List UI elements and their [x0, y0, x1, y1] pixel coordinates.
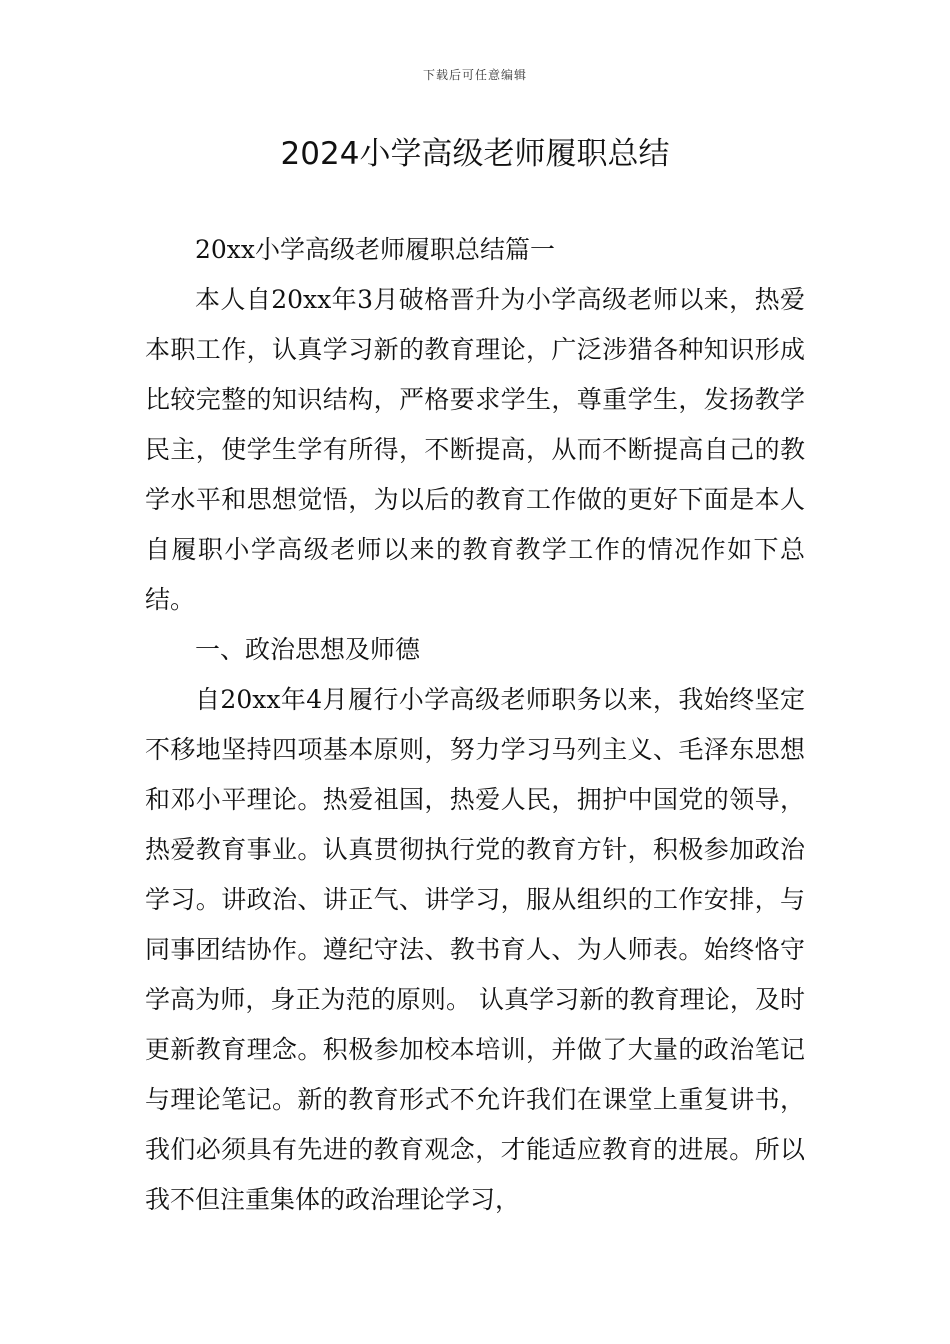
header-note: 下载后可任意编辑: [422, 68, 527, 82]
document-title: 2024小学高级老师履职总结: [280, 136, 670, 172]
intro-paragraph: 本人自20xx年3月破格晋升为小学高级老师以来，热爱本职工作，认真学习新的教育理论，广泛涉猎各种知识形成比较完整的知识结构，严格要求学生，尊重学生，发扬教学民主，使学生学有所得，不断提高，从而不断提高自己的教学水平和思想觉悟，为以后的教育工作做的更好下面是本人自履职小学高级老师以来的教育教学工作的情况作如下总结。: [145, 285, 805, 614]
document-body: [145, 225, 805, 1225]
section-heading-article: 20xx小学高级老师履职总结篇一: [195, 235, 556, 264]
politics-paragraph: 自20xx年4月履行小学高级老师职务以来，我始终坚定不移地坚持四项基本原则，努力学习马列主义、毛泽东思想和邓小平理论。热爱祖国，热爱人民，拥护中国党的领导，热爱教育事业。认真贯彻执行党的教育方针，积极参加政治学习。讲政治、讲正气、讲学习，服从组织的工作安排，与同事团结协作。遵纪守法、教书育人、为人师表。始终恪守学高为师，身正为范的原则。 认真学习新的教育理论，及时更新教育理念。积极参加校本培训，并做了大量的政治笔记与理论笔记。新的教育形式不允许我们在课堂上重复讲书，我们必须具有先进的教育观念，才能适应教育的进展。所以我不但注重集体的政治理论学习，: [145, 685, 805, 1214]
section-heading-politics: 一、政治思想及师德: [195, 635, 421, 664]
